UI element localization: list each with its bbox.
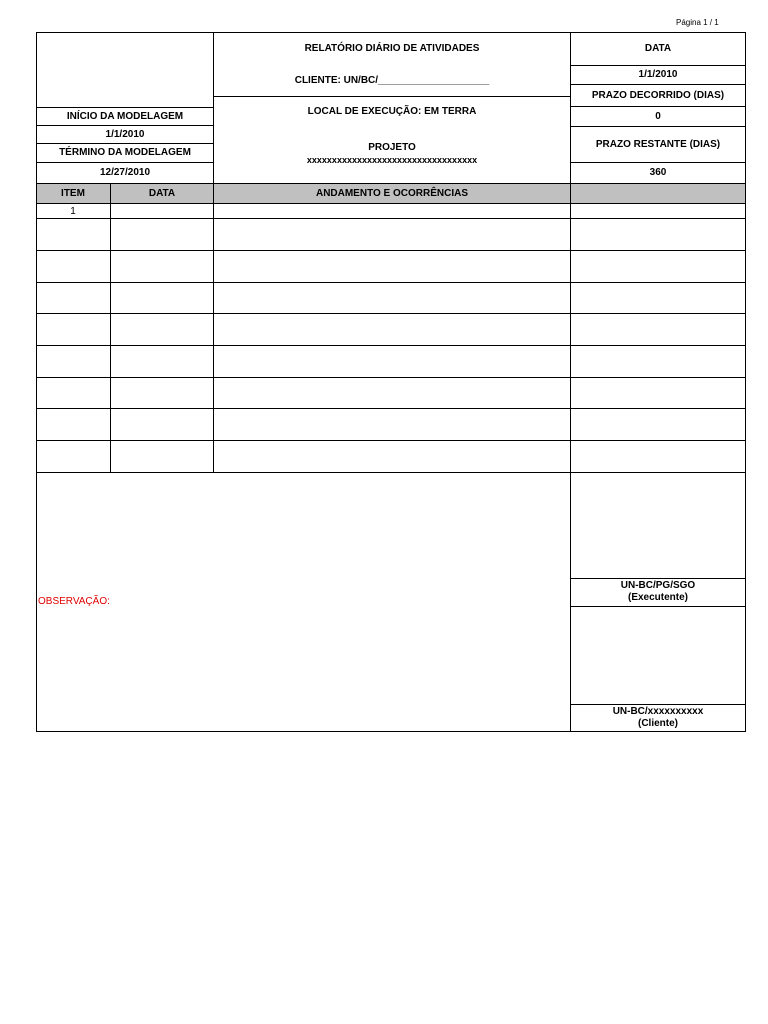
start-modeling-label: INÍCIO DA MODELAGEM [66,110,184,122]
table-rule [36,203,746,204]
progress-column-header: ANDAMENTO E OCORRÊNCIAS [315,187,469,199]
date-column-header: DATA [148,187,176,199]
rule [214,96,570,97]
table-rule [36,183,746,184]
observation-label: OBSERVAÇÃO: [38,596,110,607]
executor-org: UN-BC/PG/SGO [620,580,696,591]
table-rule [36,408,746,409]
client-role: (Cliente) [638,718,678,729]
table-rule [36,313,746,314]
elapsed-days-value: 0 [655,110,661,122]
rule [570,106,746,107]
client-org: UN-BC/xxxxxxxxxx [612,706,704,717]
date-label: DATA [644,43,672,54]
table-rule [36,218,746,219]
table-rule [36,377,746,378]
border-right [745,32,746,732]
end-modeling-value: 12/27/2010 [99,167,151,178]
table-rule [36,282,746,283]
rule [36,107,214,108]
signature-rule [570,704,746,705]
table-rule [36,250,746,251]
table-rule [36,345,746,346]
item-number: 1 [70,205,76,217]
rule [570,126,746,127]
rule [570,84,746,85]
rule [36,162,214,163]
daily-report-form [36,32,746,732]
execution-location: LOCAL DE EXECUÇÃO: EM TERRA [307,105,477,117]
rule [36,125,214,126]
border-left [36,32,37,732]
end-modeling-label: TÉRMINO DA MODELAGEM [59,147,191,158]
border-top [36,32,746,33]
rule [570,162,746,163]
project-block [214,136,570,172]
border-bottom [36,731,746,732]
elapsed-days-label: PRAZO DECORRIDO (DIAS) [591,89,725,101]
item-column-header: ITEM [61,187,85,199]
date-value: 1/1/2010 [638,69,678,80]
page-number: Página 1 / 1 [676,18,719,27]
remaining-days-value: 360 [649,167,667,178]
project-value: xxxxxxxxxxxxxxxxxxxxxxxxxxxxxxxxxx [306,155,478,165]
report-title: RELATÓRIO DIÁRIO DE ATIVIDADES [304,42,480,54]
start-modeling-value: 1/1/2010 [105,128,145,140]
divider-item-col [110,183,111,472]
executor-signature-label [570,578,746,606]
executor-role: (Executente) [627,592,688,603]
rule [36,143,214,144]
divider-right-col [570,32,571,732]
rule [570,65,746,66]
table-rule [36,472,746,473]
divider-left-col [213,32,214,472]
remaining-days-label: PRAZO RESTANTE (DIAS) [595,138,721,150]
project-label: PROJETO [368,142,416,153]
signature-rule [570,578,746,579]
client-field: CLIENTE: UN/BC/____________________ [294,74,490,86]
client-signature-label [570,704,746,732]
signature-rule [570,606,746,607]
table-rule [36,440,746,441]
